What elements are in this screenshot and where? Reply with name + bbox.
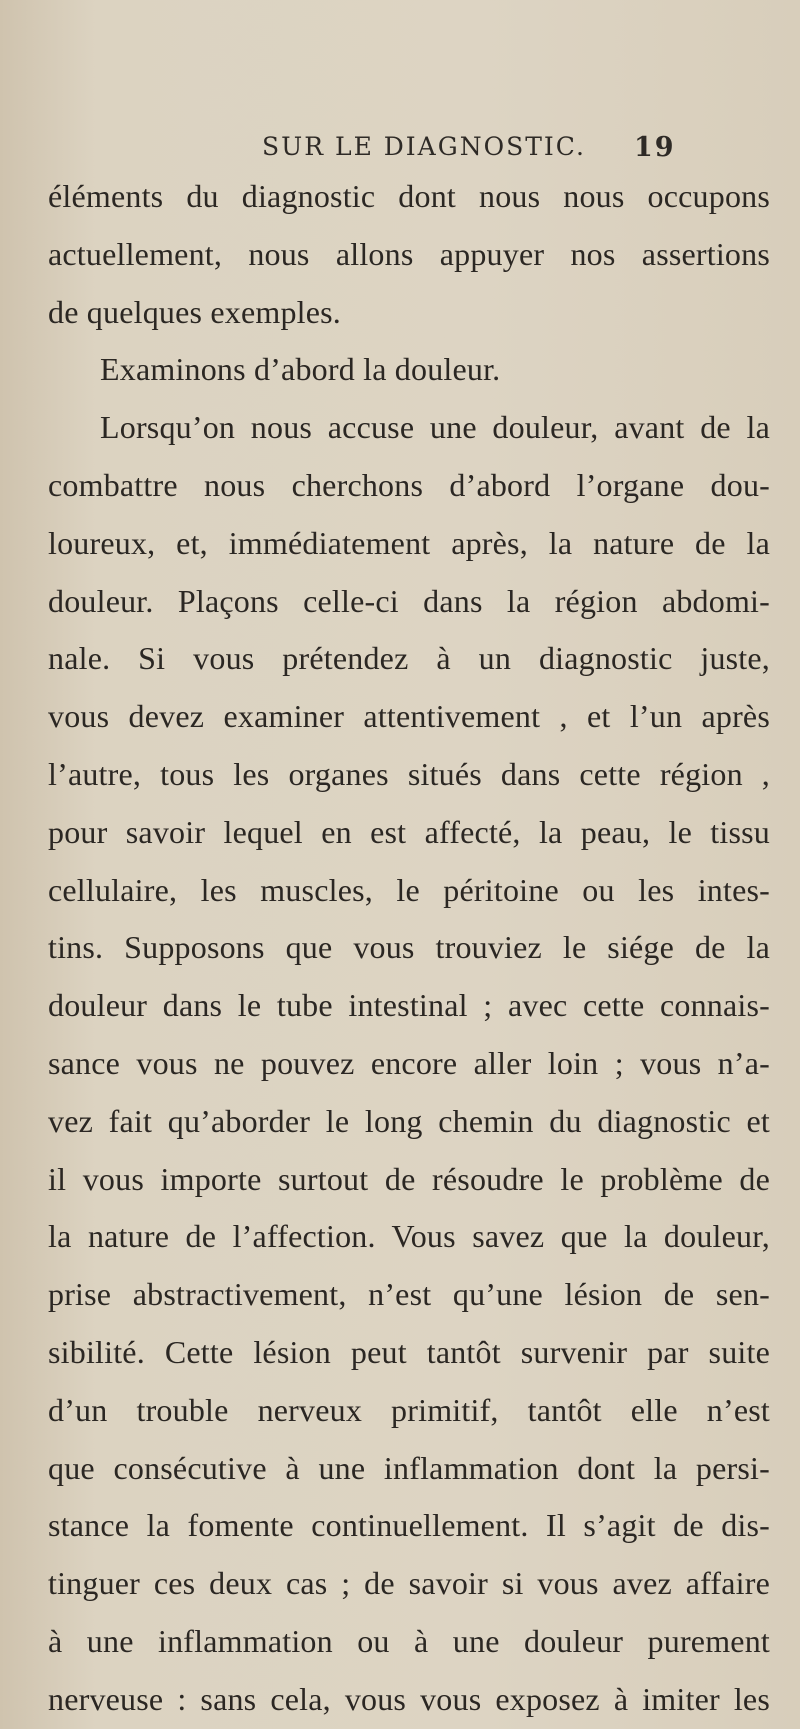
running-head — [262, 132, 676, 172]
text-line: il vous importe surtout de résoudre le problème de — [48, 1160, 770, 1197]
text-line: stance la fomente continuellement. Il s’agit de dis- — [48, 1507, 770, 1544]
text-line: tins. Supposons que vous trouviez le siége de la — [48, 929, 770, 966]
text-line: l’autre, tous les organes situés dans cette région , — [48, 755, 770, 792]
text-line: d’un trouble nerveux primitif, tantôt elle n’est — [48, 1391, 770, 1428]
text-line: nale. Si vous prétendez à un diagnostic juste, — [48, 640, 770, 677]
text-line: de quelques exemples. — [48, 293, 341, 330]
text-line: sibilité. Cette lésion peut tantôt survenir par suite — [48, 1333, 770, 1370]
text-line: actuellement, nous allons appuyer nos assertions — [48, 235, 770, 272]
page-number: 19 — [634, 132, 676, 163]
text-line: combattre nous cherchons d’abord l’organe dou- — [48, 466, 770, 503]
text-line: la nature de l’affection. Vous savez que la douleur, — [48, 1218, 770, 1255]
body-text — [48, 168, 770, 1729]
text-line: éléments du diagnostic dont nous nous occupons — [48, 178, 770, 214]
text-line: pour savoir lequel en est affecté, la peau, le tissu — [48, 813, 770, 850]
running-title: SUR LE DIAGNOSTIC. — [262, 132, 586, 161]
text-line: loureux, et, immédiatement après, la nature de la — [48, 524, 770, 561]
text-line: douleur. Plaçons celle-ci dans la région abdomi- — [48, 582, 770, 619]
text-line: vez fait qu’aborder le long chemin du diagnostic et — [48, 1102, 770, 1139]
text-line: à une inflammation ou à une douleur purement — [48, 1622, 770, 1659]
text-line: Examinons d’abord la douleur. — [100, 351, 501, 388]
text-line: sance vous ne pouvez encore aller loin ; vous n’a- — [48, 1044, 770, 1081]
text-line: douleur dans le tube intestinal ; avec cette connais- — [48, 987, 770, 1024]
text-line: cellulaire, les muscles, le péritoine ou les intes- — [48, 871, 770, 908]
text-line: que consécutive à une inflammation dont la persi- — [48, 1449, 770, 1486]
text-line: prise abstractivement, n’est qu’une lésion de sen- — [48, 1276, 770, 1313]
text-line: tinguer ces deux cas ; de savoir si vous avez affaire — [48, 1565, 770, 1602]
text-line: nerveuse : sans cela, vous vous exposez à imiter les — [48, 1680, 770, 1717]
text-line: Lorsqu’on nous accuse une douleur, avant de la — [100, 409, 770, 446]
text-line: vous devez examiner attentivement , et l’un après — [48, 698, 770, 735]
